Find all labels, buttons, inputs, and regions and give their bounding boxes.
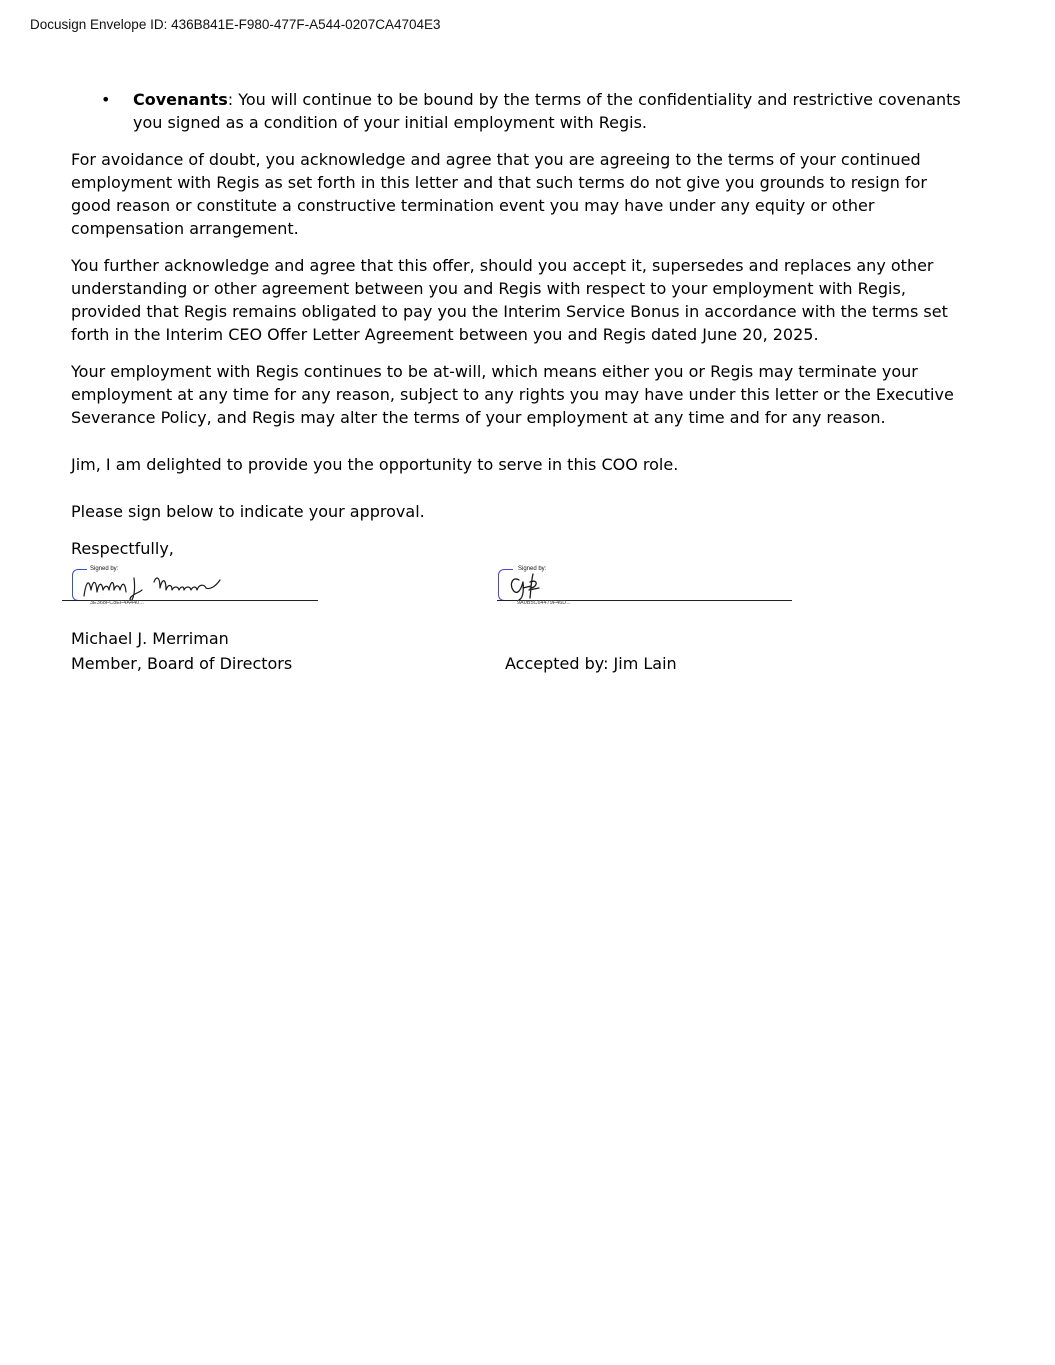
paragraph-delighted: Jim, I am delighted to provide you the opportunity to serve in this COO role. [71,455,679,474]
handwritten-signature-left [80,568,250,602]
signer-title: Member, Board of Directors [71,654,293,673]
signer-name: Michael J. Merriman [71,629,229,648]
covenants-bullet [71,88,971,134]
paragraph-supersedes: You further acknowledge and agree that this offer, should you accept it, supersedes and replaces any other understanding or other agreement between you and Regis with respect to your employment with Regis, provided that Regis remains obligated to pay you the Interim Service Bonus in accordance with the terms set forth in the Interim CEO Offer Letter Agreement between you and Regis dated June 20, 2025. [71,256,948,344]
accepted-by: Accepted by: Jim Lain [505,654,677,673]
signed-by-label: Signed by: [90,566,119,572]
bullet-term: Covenants [133,90,228,109]
envelope-code: 9A0B5C64479F46D... [517,600,571,606]
paragraph-please-sign: Please sign below to indicate your approval. [71,502,425,521]
handwritten-signature-right [505,568,565,602]
paragraph-avoidance-of-doubt: For avoidance of doubt, you acknowledge and agree that you are agreeing to the terms of your continued employment with Regis as set forth in this letter and that such terms do not give you grounds to resign for good reason or constitute a constructive termination event you may have under any equity or other compensation arrangement. [71,150,927,238]
bullet-dot: • [101,90,111,109]
closing-respectfully: Respectfully, [71,539,174,558]
letter-body [71,88,971,574]
paragraph-at-will: Your employment with Regis continues to be at-will, which means either you or Regis may terminate your employment at any time for any reason, subject to any rights you may have under this letter or the Executive Severance Policy, and Regis may alter the terms of your employment at any time and for any reason. [71,362,954,427]
envelope-code: 3E368FC8EF4A440... [90,600,144,606]
envelope-id: Docusign Envelope ID: 436B841E-F980-477F-A544-0207CA4704E3 [30,17,441,32]
signed-by-label: Signed by: [518,566,547,572]
bullet-text: : You will continue to be bound by the terms of the confidentiality and restrictive covenants you signed as a condition of your initial employment with Regis. [133,90,961,132]
